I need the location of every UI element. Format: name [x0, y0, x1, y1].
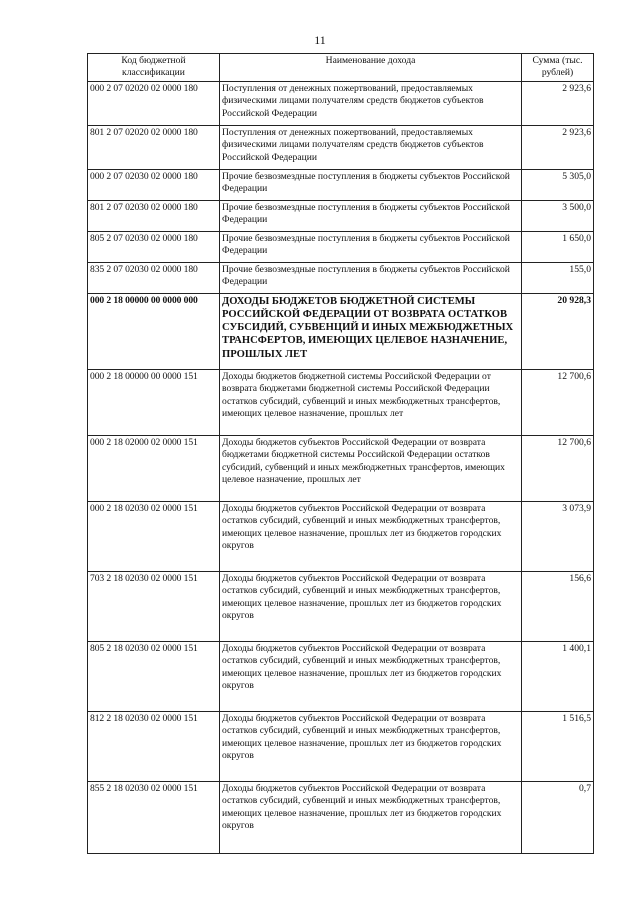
cell-sum: 3 500,0: [522, 200, 594, 231]
cell-sum: 1 650,0: [522, 231, 594, 262]
header-code: Код бюджетной классификации: [88, 54, 220, 82]
cell-sum: 2 923,6: [522, 125, 594, 169]
cell-name: ДОХОДЫ БЮДЖЕТОВ БЮДЖЕТНОЙ СИСТЕМЫ РОССИЙСКОЙ ФЕДЕРАЦИИ ОТ ВОЗВРАТА ОСТАТКОВ СУБСИДИЙ, СУБВЕНЦИЙ И ИНЫХ МЕЖБЮДЖЕТНЫХ ТРАНСФЕРТОВ, ИМЕЮЩИХ ЦЕЛЕВОЕ НАЗНАЧЕНИЕ, ПРОШЛЫХ ЛЕТ: [220, 293, 522, 369]
cell-name: Доходы бюджетов субъектов Российской Федерации от возврата остатков субсидий, субвенций и иных межбюджетных трансфертов, имеющих целевое назначение, прошлых лет из бюджетов городских округов: [220, 641, 522, 711]
cell-code: 801 2 07 02020 02 0000 180: [88, 125, 220, 169]
cell-code: 000 2 18 02000 02 0000 151: [88, 435, 220, 501]
header-sum: Сумма (тыс. рублей): [522, 54, 594, 82]
cell-name: Доходы бюджетов субъектов Российской Федерации от возврата остатков субсидий, субвенций и иных межбюджетных трансфертов, имеющих целевое назначение, прошлых лет из бюджетов городских округов: [220, 501, 522, 571]
cell-sum: 156,6: [522, 571, 594, 641]
cell-code: 855 2 18 02030 02 0000 151: [88, 781, 220, 853]
cell-code: 000 2 07 02030 02 0000 180: [88, 169, 220, 200]
cell-sum: 0,7: [522, 781, 594, 853]
cell-code: 805 2 07 02030 02 0000 180: [88, 231, 220, 262]
table-row: [88, 262, 594, 293]
table-row: [88, 781, 594, 853]
cell-name: Доходы бюджетов бюджетной системы Российской Федерации от возврата бюджетами бюджетной системы Российской Федерации остатков субсидий, субвенций и иных межбюджетных трансфертов, имеющих целевое назначение, прошлых лет: [220, 369, 522, 435]
table-row: [88, 231, 594, 262]
cell-code: 812 2 18 02030 02 0000 151: [88, 711, 220, 781]
cell-sum: 2 923,6: [522, 81, 594, 125]
cell-code: 703 2 18 02030 02 0000 151: [88, 571, 220, 641]
table-body: [88, 81, 594, 853]
table-row: [88, 501, 594, 571]
table-row: [88, 200, 594, 231]
cell-code: 000 2 07 02020 02 0000 180: [88, 81, 220, 125]
table-row: [88, 435, 594, 501]
table-row: [88, 369, 594, 435]
table-header-row: [88, 54, 594, 82]
cell-name: Прочие безвозмездные поступления в бюджеты субъектов Российской Федерации: [220, 231, 522, 262]
cell-name: Доходы бюджетов субъектов Российской Федерации от возврата остатков субсидий, субвенций и иных межбюджетных трансфертов, имеющих целевое назначение, прошлых лет из бюджетов городских округов: [220, 711, 522, 781]
cell-sum: 3 073,9: [522, 501, 594, 571]
page-number: 11: [314, 33, 326, 47]
cell-name: Поступления от денежных пожертвований, предоставляемых физическими лицами получателям средств бюджетов субъектов Российской Федерации: [220, 125, 522, 169]
table-row: [88, 641, 594, 711]
cell-code: 801 2 07 02030 02 0000 180: [88, 200, 220, 231]
cell-name: Прочие безвозмездные поступления в бюджеты субъектов Российской Федерации: [220, 200, 522, 231]
table-row: [88, 169, 594, 200]
cell-code: 000 2 18 00000 00 0000 151: [88, 369, 220, 435]
cell-name: Прочие безвозмездные поступления в бюджеты субъектов Российской Федерации: [220, 262, 522, 293]
table-row: [88, 571, 594, 641]
cell-name: Поступления от денежных пожертвований, предоставляемых физическими лицами получателям средств бюджетов субъектов Российской Федерации: [220, 81, 522, 125]
cell-sum: 155,0: [522, 262, 594, 293]
cell-sum: 1 400,1: [522, 641, 594, 711]
budget-income-table: [87, 53, 594, 854]
cell-name: Доходы бюджетов субъектов Российской Федерации от возврата бюджетами бюджетной системы Российской Федерации остатков субсидий, субвенций и иных межбюджетных трансфертов, имеющих целевое назначение, прошлых лет: [220, 435, 522, 501]
table-row: [88, 125, 594, 169]
cell-code: 835 2 07 02030 02 0000 180: [88, 262, 220, 293]
cell-name: Доходы бюджетов субъектов Российской Федерации от возврата остатков субсидий, субвенций и иных межбюджетных трансфертов, имеющих целевое назначение, прошлых лет из бюджетов городских округов: [220, 781, 522, 853]
cell-sum: 12 700,6: [522, 435, 594, 501]
table-row: [88, 81, 594, 125]
cell-name: Прочие безвозмездные поступления в бюджеты субъектов Российской Федерации: [220, 169, 522, 200]
table-row: [88, 711, 594, 781]
cell-code: 000 2 18 00000 00 0000 000: [88, 293, 220, 369]
cell-code: 805 2 18 02030 02 0000 151: [88, 641, 220, 711]
cell-sum: 1 516,5: [522, 711, 594, 781]
cell-sum: 5 305,0: [522, 169, 594, 200]
table-row: [88, 293, 594, 369]
cell-sum: 12 700,6: [522, 369, 594, 435]
cell-sum: 20 928,3: [522, 293, 594, 369]
cell-name: Доходы бюджетов субъектов Российской Федерации от возврата остатков субсидий, субвенций и иных межбюджетных трансфертов, имеющих целевое назначение, прошлых лет из бюджетов городских округов: [220, 571, 522, 641]
cell-code: 000 2 18 02030 02 0000 151: [88, 501, 220, 571]
header-name: Наименование дохода: [220, 54, 522, 82]
